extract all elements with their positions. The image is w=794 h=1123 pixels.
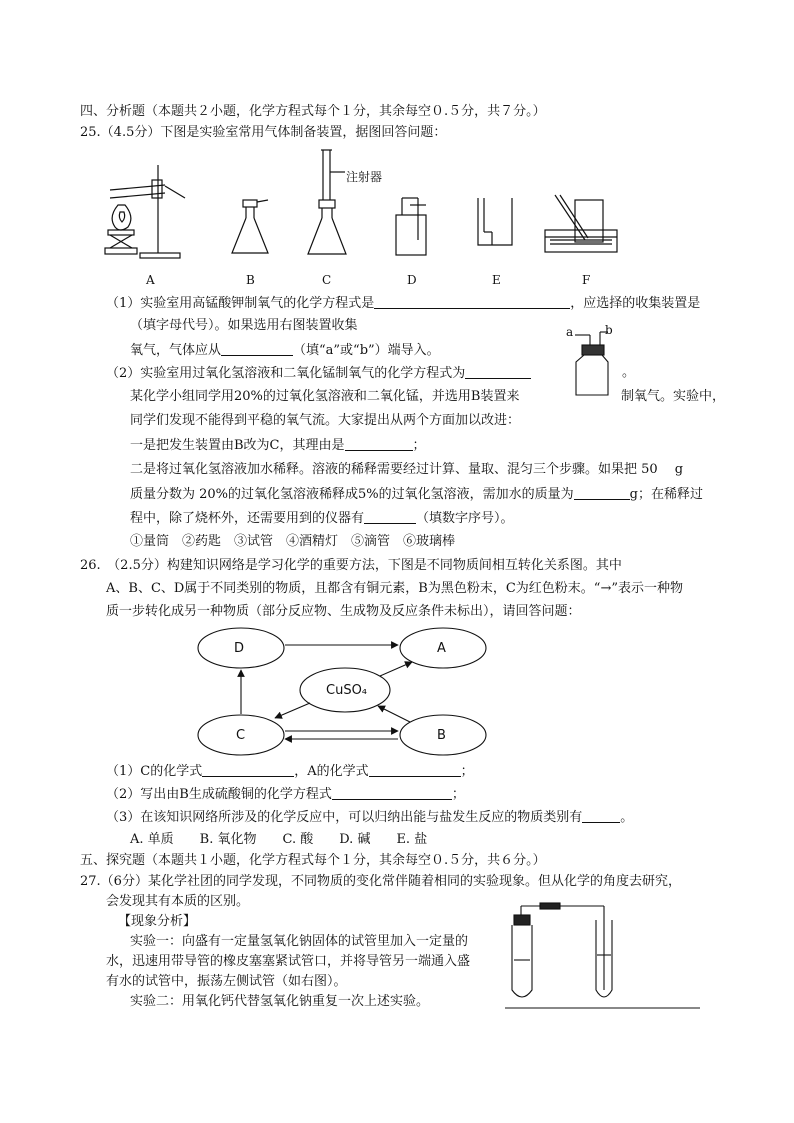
q26-part1: （1）C的化学式 ，A的化学式 ；	[106, 764, 474, 779]
q25-part1-line1: （1）实验室用高锰酸钾制氧气的化学方程式是 ，应选择的收集装置是	[106, 296, 701, 311]
bottle-label-b: b	[605, 323, 613, 337]
section-5-heading: 五、探究题（本题共１小题，化学方程式每个１分，其余每空０.５分，共６分。）	[80, 853, 546, 868]
q26-stem-line2: A、B、C、D属于不同类别的物质，且都含有铜元素，B为黑色粉末，C为红色粉末。“→”表示一种物	[106, 581, 683, 596]
syringe-label: 注射器	[346, 170, 383, 184]
node-c-label: C	[236, 728, 246, 743]
apparatus-label-e: E	[492, 273, 501, 287]
q27-stem-line1: 27.（6分）某化学社团的同学发现，不同物质的变化常伴随着相同的实验现象。但从化学的角度去研究，	[80, 874, 681, 889]
q27-heading: 【现象分析】	[118, 914, 197, 929]
apparatus-label-b: B	[246, 273, 255, 287]
apparatus-label-a: A	[146, 273, 155, 287]
node-b-label: B	[437, 728, 446, 743]
q25-part2-line1: （2）实验室用过氧化氢溶液和二氧化锰制氧气的化学方程式为	[106, 364, 531, 383]
q26-stem-line3: 质一步转化成另一种物质（部分反应物、生成物及反应条件未标出），请回答问题：	[106, 604, 581, 619]
q26-part2: （2）写出由B生成硫酸铜的化学方程式 ；	[106, 787, 465, 802]
q27-exp1-line1: 实验一：向盛有一定量氢氧化钠固体的试管里加入一定量的	[130, 934, 469, 949]
q25-part2-line3: 同学们发现不能得到平稳的氧气流。大家提出从两个方面加以改进：	[130, 413, 521, 428]
node-d-label: D	[234, 641, 245, 656]
q26-options: A. 单质 B. 氧化物 C. 酸 D. 碱 E. 盐	[130, 832, 428, 847]
q25-part2-period: 。	[622, 365, 636, 380]
apparatus-label-c: C	[322, 273, 332, 287]
q26-stem-line1: 26. （2.5分）构建知识网络是学习化学的重要方法，下图是不同物质间相互转化关系图。其中	[80, 558, 622, 573]
q27-stem-line2: 会发现其有本质的区别。	[106, 894, 250, 909]
q25-part2-line4: 一是把发生装置由B改为C，其理由是 ；	[130, 438, 426, 453]
section-4-heading: 四、分析题（本题共２小题，化学方程式每个１分，其余每空０.５分，共７分。）	[80, 104, 546, 119]
q25-options: ①量筒 ②药匙 ③试管 ④酒精灯 ⑤滴管 ⑥玻璃棒	[130, 534, 456, 549]
q27-exp1-line3: 有水的试管中，振荡左侧试管（如右图）。	[106, 974, 347, 989]
apparatus-label-d: D	[407, 273, 417, 287]
q27-exp2: 实验二：用氧化钙代替氢氧化钠重复一次上述实验。	[130, 994, 430, 1009]
node-cuso4-label: CuSO₄	[326, 683, 368, 698]
q25-part1-line2: （填字母代号）。如果选用右图装置收集	[130, 318, 358, 333]
q25-part2-line7: 程中，除了烧杯外，还需要用到的仪器有 （填数字序号）。	[130, 511, 514, 526]
apparatus-label-f: F	[582, 273, 591, 287]
q27-exp1-line2: 水，迅速用带导管的橡皮塞塞紧试管口，并将导管另一端通入盛	[106, 954, 471, 969]
q25-part1-line3: 氧气，气体应从 （填“a”或“b”）端导入。	[130, 343, 440, 358]
q25-stem: 25.（4.5分）下图是实验室常用气体制备装置，据图回答问题：	[80, 125, 447, 140]
node-a-label: A	[437, 641, 446, 656]
bottle-label-a: a	[566, 325, 574, 339]
q25-part2-line2-tail: 制氧气。实验中，	[621, 389, 726, 404]
q26-part3: （3）在该知识网络所涉及的化学反应中，可以归纳出能与盐发生反应的物质类别有 。	[106, 810, 634, 825]
q25-part2-line5: 二是将过氧化氢溶液加水稀释。溶液的稀释需要经过计算、量取、混匀三个步骤。如果把 50 g	[130, 462, 684, 477]
q25-part2-line6: 质量分数为 20%的过氧化氢溶液稀释成5%的过氧化氢溶液，需加水的质量为 g；在稀释过	[130, 487, 703, 502]
q25-part2-line2: 某化学小组同学用20%的过氧化氢溶液和二氧化锰，并选用B装置来	[130, 389, 520, 404]
